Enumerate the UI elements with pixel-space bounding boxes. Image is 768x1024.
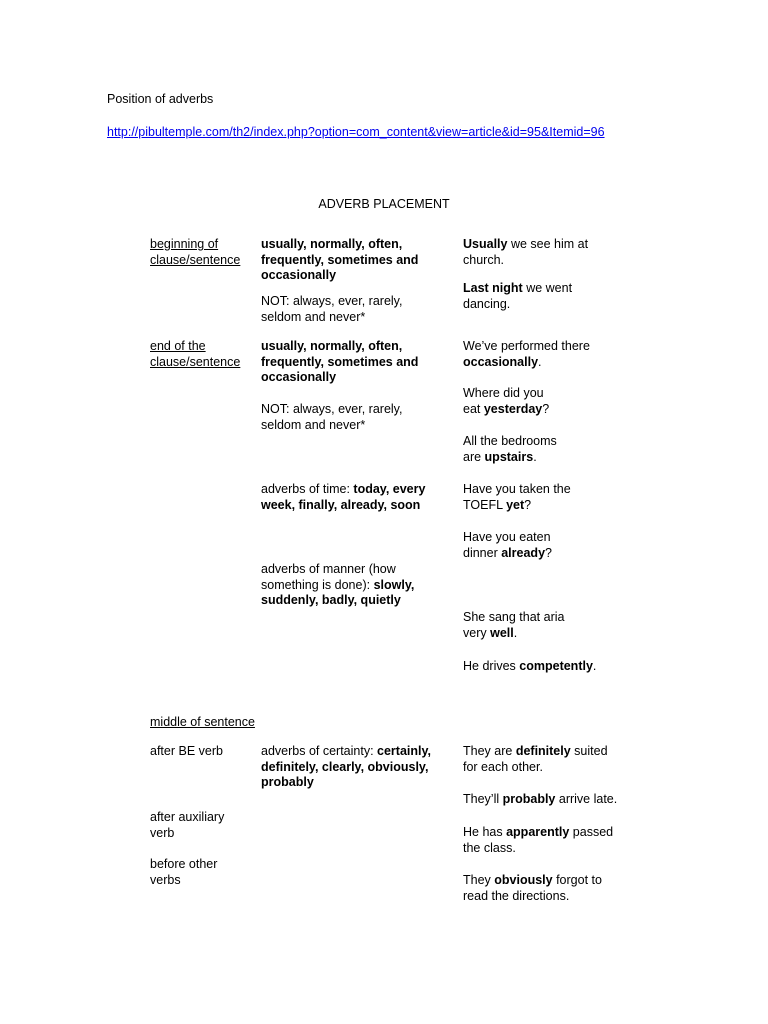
- example-bold: probably: [502, 792, 556, 806]
- adverbs-line: frequently, sometimes and: [261, 252, 419, 267]
- example-text: ?: [524, 497, 532, 512]
- position-label-line: clause/sentence: [150, 252, 241, 267]
- example-bold: Usually: [463, 237, 508, 251]
- example-text: dinner: [463, 545, 502, 560]
- position-label-line: clause/sentence: [150, 354, 241, 369]
- position-label-line: beginning of: [150, 237, 219, 251]
- example-bold: upstairs: [484, 449, 534, 464]
- adverbs-bold: definitely, clearly, obviously,: [261, 759, 429, 774]
- adverbs-bold: slowly,: [373, 577, 415, 592]
- example-text: .: [592, 659, 597, 673]
- example-bold: Last night: [463, 281, 523, 295]
- not-line: seldom and never*: [261, 309, 366, 324]
- not-line: seldom and never*: [261, 417, 366, 432]
- example-bold: competently: [519, 659, 593, 673]
- example-text: Where did you: [463, 386, 544, 400]
- example-text: forgot to: [552, 873, 602, 887]
- example-usually: [463, 237, 588, 268]
- position-label-line: end of the: [150, 339, 206, 353]
- position-after-auxiliary: [150, 810, 224, 841]
- example-text: the class.: [463, 840, 516, 855]
- category-label: adverbs of time:: [261, 482, 354, 496]
- example-text: dancing.: [463, 296, 511, 311]
- example-text: we went: [522, 281, 573, 295]
- example-probably: [463, 792, 617, 808]
- example-text: They’ll: [463, 792, 503, 806]
- example-text: we see him at: [507, 237, 589, 251]
- position-label-line: verbs: [150, 872, 181, 887]
- adverbs-frequency-list: [261, 339, 418, 386]
- adverbs-bold: certainly,: [377, 744, 431, 758]
- adverbs-bold: week, finally, already, soon: [261, 497, 421, 512]
- example-last-night: [463, 281, 572, 312]
- section-title: ADVERB PLACEMENT: [318, 197, 450, 211]
- example-text: .: [533, 449, 537, 464]
- adverbs-bold: today, every: [353, 482, 426, 496]
- example-bold: already: [501, 545, 546, 560]
- example-bold: yet: [506, 497, 525, 512]
- example-bold: obviously: [494, 873, 553, 887]
- example-text: He has: [463, 825, 507, 839]
- example-bold: well: [490, 625, 514, 640]
- category-label: adverbs of certainty:: [261, 744, 378, 758]
- example-text: All the bedrooms: [463, 434, 557, 448]
- adverbs-of-manner: [261, 562, 414, 609]
- example-text: He drives: [463, 659, 520, 673]
- example-apparently: [463, 825, 613, 856]
- example-text: passed: [569, 825, 614, 839]
- example-already: [463, 530, 552, 561]
- not-line: NOT: always, ever, rarely,: [261, 294, 403, 308]
- example-bold: apparently: [506, 825, 570, 839]
- example-text: suited: [570, 744, 608, 758]
- adverbs-line: usually, normally, often,: [261, 339, 403, 353]
- position-beginning: [150, 237, 240, 268]
- position-label-line: before other: [150, 857, 218, 871]
- example-text: Have you taken the: [463, 482, 571, 496]
- source-link[interactable]: http://pibultemple.com/th2/index.php?option=com_content&view=article&id=95&Itemid=96: [107, 125, 605, 139]
- category-label: adverbs of manner (how: [261, 562, 396, 576]
- example-text: church.: [463, 252, 504, 267]
- example-text: .: [513, 625, 518, 640]
- example-upstairs: [463, 434, 557, 465]
- example-text: ?: [545, 545, 552, 560]
- example-text: arrive late.: [555, 792, 618, 806]
- category-label: something is done):: [261, 577, 374, 592]
- example-bold: occasionally: [463, 354, 539, 369]
- not-list: [261, 402, 402, 433]
- example-definitely: [463, 744, 608, 775]
- position-after-be: after BE verb: [150, 744, 223, 758]
- example-text: .: [538, 354, 542, 369]
- example-obviously: [463, 873, 602, 904]
- position-end: [150, 339, 240, 370]
- position-label-line: verb: [150, 825, 175, 840]
- adverbs-bold: suddenly, badly, quietly: [261, 593, 401, 607]
- example-yesterday: [463, 386, 549, 417]
- example-text: Have you eaten: [463, 530, 551, 544]
- example-text: She sang that aria: [463, 610, 565, 624]
- example-text: We’ve performed there: [463, 339, 590, 353]
- not-line: NOT: always, ever, rarely,: [261, 402, 403, 416]
- example-competently: [463, 659, 596, 675]
- example-text: read the directions.: [463, 888, 570, 903]
- example-text: very: [463, 625, 491, 640]
- example-text: TOEFL: [463, 497, 507, 512]
- adverbs-line: occasionally: [261, 370, 337, 384]
- example-text: ?: [542, 401, 550, 416]
- example-text: They are: [463, 744, 516, 758]
- example-bold: definitely: [515, 744, 571, 758]
- example-yet: [463, 482, 571, 513]
- adverbs-line: occasionally: [261, 268, 337, 282]
- example-text: are: [463, 449, 485, 464]
- example-well: [463, 610, 564, 641]
- adverbs-line: usually, normally, often,: [261, 237, 403, 251]
- position-label-line: after auxiliary: [150, 810, 225, 824]
- example-text: They: [463, 873, 495, 887]
- adverbs-frequency-list: [261, 237, 418, 284]
- adverbs-of-certainty: [261, 744, 431, 791]
- adverbs-bold: probably: [261, 775, 314, 789]
- position-middle: middle of sentence: [150, 715, 255, 729]
- document-title: Position of adverbs: [107, 92, 214, 106]
- example-occasionally: [463, 339, 590, 370]
- example-text: for each other.: [463, 759, 543, 774]
- not-list: [261, 294, 402, 325]
- adverbs-line: frequently, sometimes and: [261, 354, 419, 369]
- adverbs-of-time: [261, 482, 425, 513]
- example-text: eat: [463, 401, 484, 416]
- example-bold: yesterday: [483, 401, 543, 416]
- position-before-other-verbs: [150, 857, 217, 888]
